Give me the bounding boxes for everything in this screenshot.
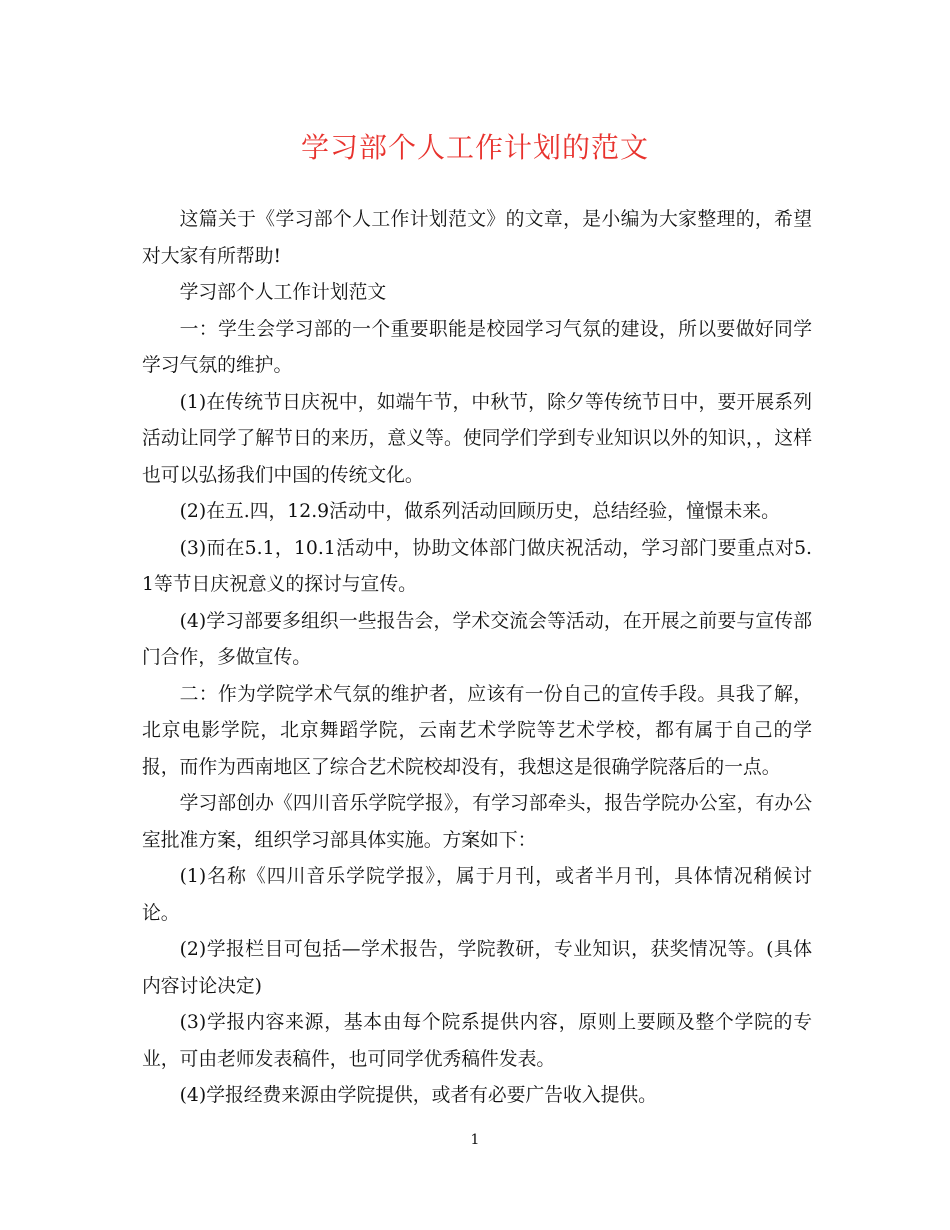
paragraph-9: 学习部创办《四川音乐学院学报》，有学习部牵头，报告学院办公室，有办公室批准方案，组织学习部具体实施。方案如下： <box>142 793 812 851</box>
paragraph-6: (3)而在5.1，10.1活动中，协助文体部门做庆祝活动，学习部门要重点对5.1等节日庆祝意义的探讨与宣传。 <box>142 537 812 595</box>
paragraph-7: (4)学习部要多组织一些报告会，学术交流会等活动，在开展之前要与宣传部门合作，多做宣传。 <box>142 610 812 668</box>
paragraph-5: (2)在五.四，12.9活动中，做系列活动回顾历史，总结经验，憧憬未来。 <box>179 501 780 522</box>
paragraph-10: (1)名称《四川音乐学院学报》，属于月刊，或者半月刊，具体情况稍候讨论。 <box>142 866 812 924</box>
paragraph-4: (1)在传统节日庆祝中，如端午节，中秋节，除夕等传统节日中，要开展系列活动让同学了解节日的来历，意义等。使同学们学到专业知识以外的知识，，这样也可以弘扬我们中国的传统文化。 <box>142 391 812 486</box>
paragraph-2: 学习部个人工作计划范文 <box>179 282 387 303</box>
paragraph-13: (4)学报经费来源由学院提供，或者有必要广告收入提供。 <box>179 1085 657 1106</box>
paragraph-1: 这篇关于《学习部个人工作计划范文》的文章，是小编为大家整理的，希望对大家有所帮助! <box>142 209 812 267</box>
paragraph-11: (2)学报栏目可包括—学术报告，学院教研，专业知识，获奖情况等。(具体内容讨论决定) <box>142 939 812 997</box>
page-number: 1 <box>470 1132 480 1148</box>
paragraph-12: (3)学报内容来源，基本由每个院系提供内容，原则上要顾及整个学院的专业，可由老师发表稿件，也可同学优秀稿件发表。 <box>142 1012 812 1070</box>
paragraph-8: 二：作为学院学术气氛的维护者，应该有一份自己的宣传手段。具我了解，北京电影学院，北京舞蹈学院，云南艺术学院等艺术学校，都有属于自己的学报，而作为西南地区了综合艺术院校却没有，我想这是很确学院落后的一点。 <box>142 683 812 778</box>
paragraph-3: 一：学生会学习部的一个重要职能是校园学习气氛的建设，所以要做好同学学习气氛的维护。 <box>142 318 812 376</box>
document-title: 学习部个人工作计划的范文 <box>300 131 649 164</box>
document-body <box>142 202 812 1115</box>
